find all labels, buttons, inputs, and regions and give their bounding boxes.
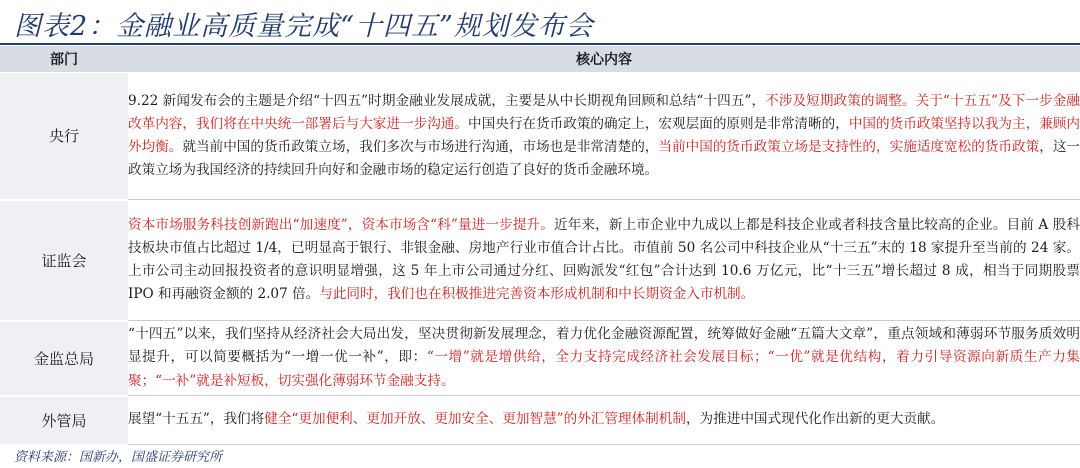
table-row: [0, 321, 1080, 396]
highlight-text: 当前中国的货币政策立场是支持性的，实施适度宽松的货币政策: [658, 139, 1040, 155]
highlight-text: 资本市场服务科技创新跑出“加速度”，资本市场含“科”量进一步提升。: [128, 216, 554, 233]
content-cell: [128, 200, 1080, 321]
content-text: 展望“十五五”，我们将: [128, 411, 265, 428]
highlight-text: 不涉及短期政策的调整。关于“十五五”及下一步金融改革内容，我们将在中央统一部署后与大家进一步沟通。: [128, 92, 1080, 132]
dept-cell: 金监总局: [0, 321, 128, 396]
title-rule: [0, 43, 1080, 45]
content-text: ，为推进中国式现代化作出新的更大贡献。: [685, 411, 945, 428]
table-row: [0, 200, 1080, 321]
dept-cell: 外管局: [0, 396, 128, 445]
table-row: [0, 396, 1080, 445]
figure-title: 图表2：金融业高质量完成“十四五”规划发布会: [14, 11, 594, 42]
content-text: ，这一政策立场为我国经济的持续回升向好和金融市场的稳定运行创造了良好的货币金融环境。: [128, 139, 1080, 179]
table-header-row: [0, 46, 1080, 73]
content-text: “十四五”以来，我们坚持从经济社会大局出发，坚决贯彻新发展理念，着力优化金融资源配置，统筹做好金融“五篇大文章”，重点领域和薄弱环节服务质效明显提升，可以简要概括为“一增一优一补”，即：: [128, 326, 1080, 366]
table-row: [0, 73, 1080, 200]
content-text: 9.22 新闻发布会的主题是介绍“十四五”时期金融业发展成就，主要是从中长期视角回顾和总结“十四五”，: [128, 92, 766, 109]
content-table: [0, 46, 1080, 446]
source-note: 资料来源：国新办，国盛证券研究所: [14, 450, 223, 465]
content-cell: [128, 321, 1080, 396]
highlight-text: 中国的货币政策坚持以我为主，兼顾内外均衡。: [128, 115, 1080, 155]
header-dept: 部门: [0, 46, 128, 73]
content-text: 近年来，新上市企业中九成以上都是科技企业或者科技含量比较高的企业。目前 A 股科技板块市值占比超过 1/4，已明显高于银行、非银金融、房地产行业市值合计占比。市值前 50 名公司中科技企业从“十三五”末的 18 家提升至当前的 24 家。上市公司主动回报投资者的意识明显增强，这 5 年上市公司通过分红、回购派发“红包”合计达到 10.6 万亿元，比“十三五”增长超过 8 成，相当于同期股票 IPO 和再融资金额的 2.07 倍。: [128, 216, 1080, 303]
header-content: 核心内容: [128, 46, 1080, 73]
content-text: 中国央行在货币政策的确定上，宏观层面的原则是非常清晰的，: [468, 115, 849, 132]
dept-cell: 央行: [0, 73, 128, 200]
highlight-text: 健全“更加便利、更加开放、更加安全、更加智慧”的外汇管理体制机制: [264, 411, 686, 428]
highlight-text: 与此同时，我们也在积极推进完善资本形成机制和中长期资金入市机制。: [319, 286, 755, 303]
highlight-text: “一增”就是增供给，全力支持完成经济社会发展目标；“一优”就是优结构，着力引导资源向新质生产力集聚；“一补”就是补短板，切实强化薄弱环节金融支持。: [128, 349, 1080, 389]
content-text: 就当前中国的货币政策立场，我们多次与市场进行沟通，市场也是非常清楚的，: [182, 139, 659, 155]
content-cell: [128, 396, 1080, 445]
content-cell: [128, 73, 1080, 200]
dept-cell: 证监会: [0, 200, 128, 321]
